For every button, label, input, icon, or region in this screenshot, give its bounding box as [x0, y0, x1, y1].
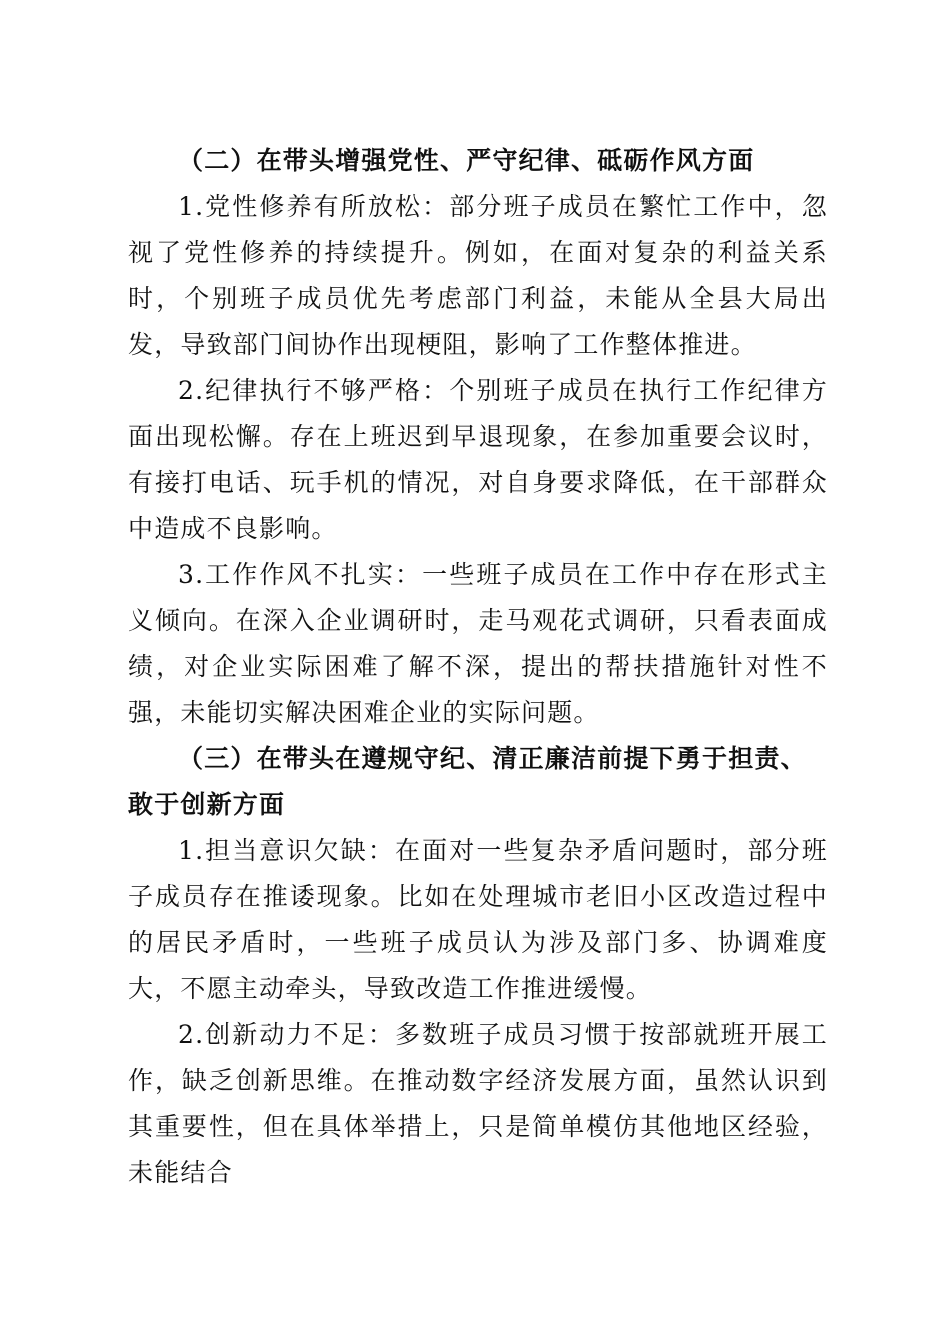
- paragraph-3-1: 1.担当意识欠缺：在面对一些复杂矛盾问题时，部分班子成员存在推诿现象。比如在处理城市老旧小区改造过程中的居民矛盾时，一些班子成员认为涉及部门多、协调难度大，不愿主动牵头，导致改造工作推进缓慢。: [128, 836, 828, 1003]
- document-body: [128, 138, 828, 1196]
- section-heading-2: （二）在带头增强党性、严守纪律、砥砺作风方面: [178, 146, 755, 175]
- section-heading-3: （三）在带头在遵规守纪、清正廉洁前提下勇于担责、敢于创新方面: [128, 744, 807, 819]
- paragraph-3-2: 2.创新动力不足：多数班子成员习惯于按部就班开展工作，缺乏创新思维。在推动数字经济发展方面，虽然认识到其重要性，但在具体举措上，只是简单模仿其他地区经验，未能结合: [128, 1020, 828, 1187]
- paragraph-2-1: 1.党性修养有所放松：部分班子成员在繁忙工作中，忽视了党性修养的持续提升。例如，在面对复杂的利益关系时，个别班子成员优先考虑部门利益，未能从全县大局出发，导致部门间协作出现梗阻，影响了工作整体推进。: [128, 192, 828, 359]
- paragraph-2-3: 3.工作作风不扎实：一些班子成员在工作中存在形式主义倾向。在深入企业调研时，走马观花式调研，只看表面成绩，对企业实际困难了解不深，提出的帮扶措施针对性不强，未能切实解决困难企业的实际问题。: [128, 560, 828, 727]
- paragraph-2-2: 2.纪律执行不够严格：个别班子成员在执行工作纪律方面出现松懈。存在上班迟到早退现象，在参加重要会议时，有接打电话、玩手机的情况，对自身要求降低，在干部群众中造成不良影响。: [128, 376, 828, 543]
